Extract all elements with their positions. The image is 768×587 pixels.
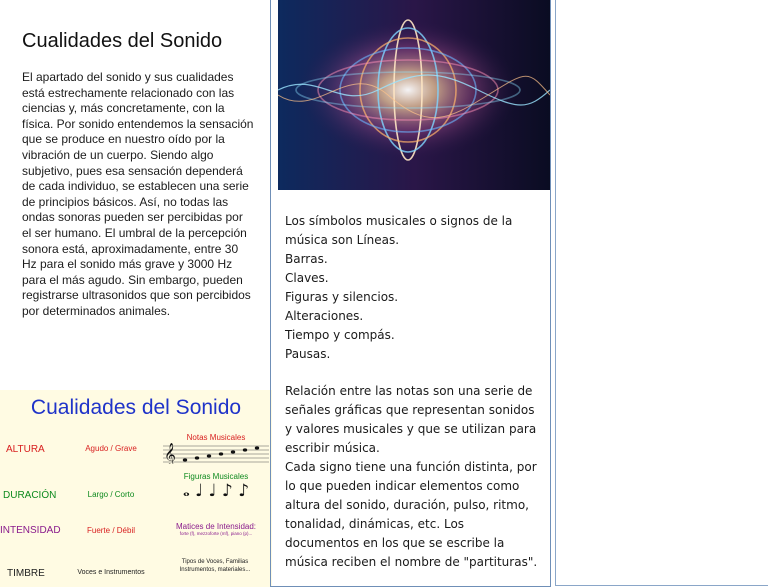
row-description: Agudo / Grave [85, 444, 137, 453]
row-timbre [0, 560, 272, 586]
row-intensidad [0, 522, 272, 548]
intro-paragraph: El apartado del sonido y sus cualidades está estrechamente relacionado con las ciencias y, más concretamente, con la física. Por sonido entendemos la sensación que se produce en nuestro oído por la vibración de un cuerpo. Siendo algo subjetivo, pues esa sensación dependerá de cada individuo, se establecen una serie de principios básicos. Así, no todas las ondas sonoras pueden ser percibidas por el ser humano. El umbral de la percepción sonora está, aproximadamente, entre 30 Hz para el sonido más grave y 3000 Hz para el más agudo. Sin embargo, pueden registrarse ultrasonidos que son percibidos por determinados animales. [22, 70, 254, 318]
row-label: TIMBRE [7, 568, 45, 579]
row-duracion [0, 472, 272, 510]
note-figures-icon: 𝅝 ♩ ♩ ♪ ♪ [182, 481, 250, 501]
row-description: Largo / Corto [87, 490, 135, 499]
symbols-paragraph: Los símbolos musicales o signos de la música son Líneas. Barras. Claves. Figuras y silencios. Alteraciones. Tiempo y compás. Pausas. [285, 214, 513, 361]
row-extra [160, 433, 272, 469]
svg-text:𝄞: 𝄞 [164, 442, 176, 464]
row-extra [160, 522, 272, 536]
sound-wave-illustration [278, 0, 550, 190]
row-description: Fuerte / Débil [86, 526, 136, 535]
left-column [0, 0, 270, 587]
staff-notes-icon [163, 442, 269, 464]
right-blank-panel [555, 0, 768, 586]
sound-wave-image [278, 0, 550, 190]
qualities-infobox [0, 390, 272, 587]
row-extra-title: Notas Musicales [186, 433, 246, 442]
page-title: Cualidades del Sonido [22, 30, 223, 52]
row-label: DURACIÓN [3, 490, 57, 501]
row-extra-title: Tipos de Voces, Familias Instrumentos, materiales... [179, 559, 251, 573]
notes-relation-paragraph: Relación entre las notas son una serie de señales gráficas que representan sonidos y valores musicales y que se utilizan para escribir música. Cada signo tiene una función distinta, por lo que pueden indicar elementos como altura del sonido, duración, pulso, ritmo, tonalidad, dinámicas, etc. Los documentos en los que se escribe la música reciben el nombre de "partituras". [285, 384, 538, 569]
middle-column [271, 0, 549, 587]
row-altura [0, 433, 272, 464]
row-label: ALTURA [6, 444, 45, 455]
row-extra [172, 558, 258, 574]
row-extra [160, 472, 272, 501]
row-extra-title: Figuras Musicales [183, 472, 249, 481]
row-extra-title: Matices de Intensidad: [175, 522, 257, 531]
infobox-title: Cualidades del Sonido [30, 396, 242, 419]
row-extra-subtitle: forte (f), mezzoforte (mf), piano (p)... [179, 531, 253, 536]
middle-column-border [550, 0, 551, 587]
row-label: INTENSIDAD [0, 525, 61, 536]
row-description: Voces e Instrumentos [77, 569, 145, 576]
